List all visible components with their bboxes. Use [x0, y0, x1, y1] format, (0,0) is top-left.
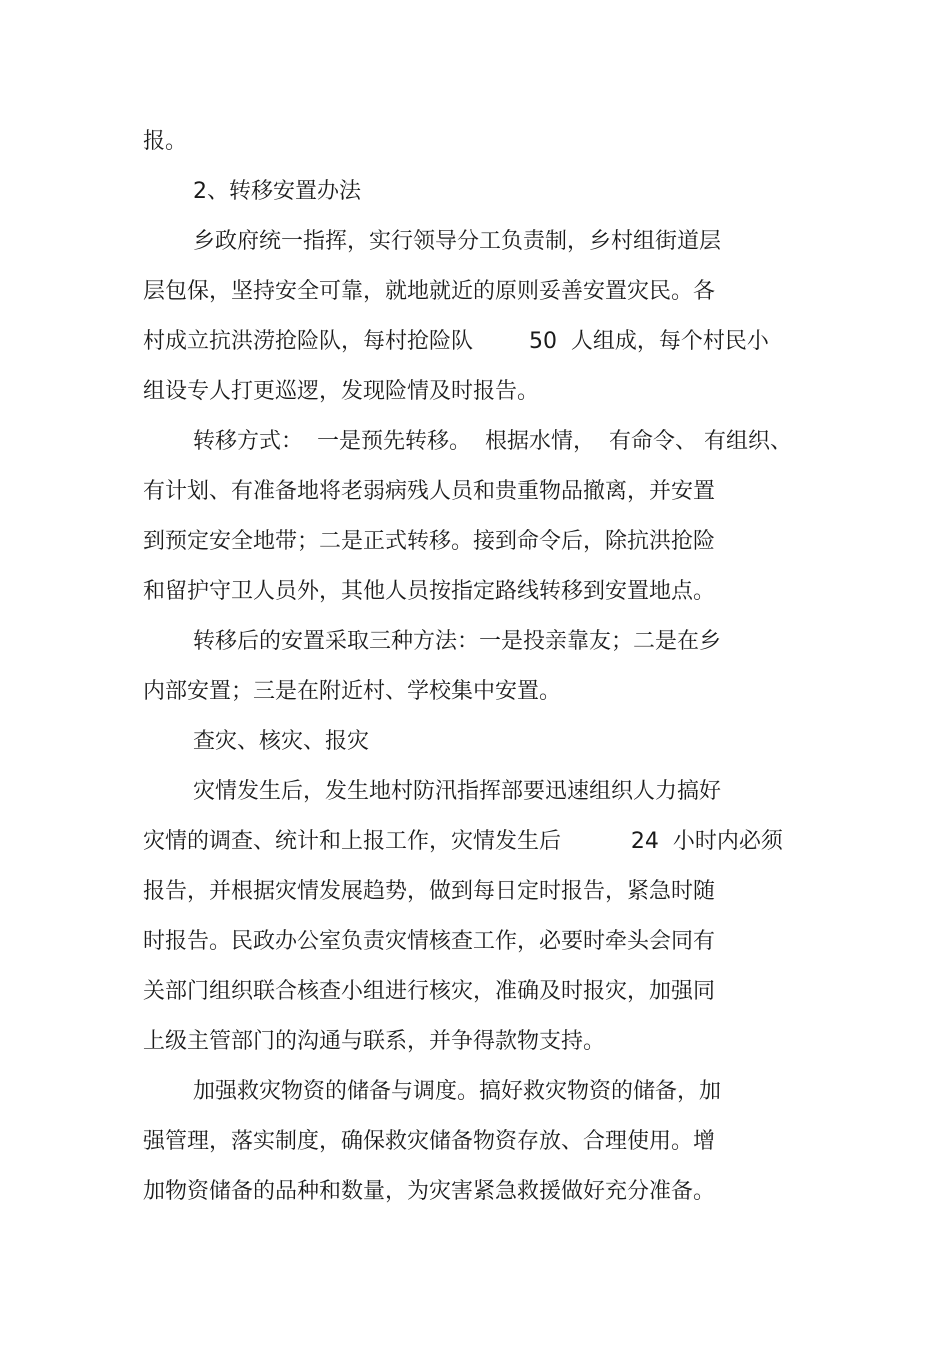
text-line: 转移方式： 一是预先转移。 根据水情， 有命令、 有组织、 [193, 429, 792, 454]
text-line: 加物资储备的品种和数量，为灾害紧急救援做好充分准备。 [143, 1179, 716, 1204]
section-heading: 查灾、核灾、报灾 [193, 729, 370, 754]
text-line: 和留护守卫人员外，其他人员按指定路线转移到安置地点。 [143, 579, 716, 604]
text-line: 村成立抗洪涝抢险队，每村抢险队 50 人组成，每个村民小 [143, 329, 769, 354]
text-line: 组设专人打更巡逻，发现险情及时报告。 [143, 379, 540, 404]
text-line: 转移后的安置采取三种方法：一是投亲靠友；二是在乡 [193, 629, 722, 654]
text-line: 到预定安全地带；二是正式转移。接到命令后，除抗洪抢险 [143, 529, 716, 554]
text-line: 灾情发生后，发生地村防汛指挥部要迅速组织人力搞好 [193, 779, 722, 804]
text-line: 报告，并根据灾情发展趋势，做到每日定时报告，紧急时随 [143, 879, 716, 904]
section-heading: 2、转移安置办法 [193, 179, 361, 204]
text-line: 灾情的调查、统计和上报工作，灾情发生后 24 小时内必须 [143, 829, 783, 854]
text-line: 层包保，坚持安全可靠，就地就近的原则妥善安置灾民。各 [143, 279, 716, 304]
text-line: 报。 [143, 129, 188, 154]
text-line: 内部安置；三是在附近村、学校集中安置。 [143, 679, 562, 704]
text-line: 关部门组织联合核查小组进行核灾，准确及时报灾，加强同 [143, 979, 716, 1004]
text-line: 上级主管部门的沟通与联系，并争得款物支持。 [143, 1029, 606, 1054]
text-line: 有计划、有准备地将老弱病残人员和贵重物品撤离，并安置 [143, 479, 716, 504]
text-line: 时报告。民政办公室负责灾情核查工作，必要时牵头会同有 [143, 929, 716, 954]
text-line: 强管理，落实制度，确保救灾储备物资存放、合理使用。增 [143, 1129, 716, 1154]
text-line: 乡政府统一指挥，实行领导分工负责制，乡村组街道层 [193, 229, 722, 254]
text-line: 加强救灾物资的储备与调度。搞好救灾物资的储备，加 [193, 1079, 722, 1104]
